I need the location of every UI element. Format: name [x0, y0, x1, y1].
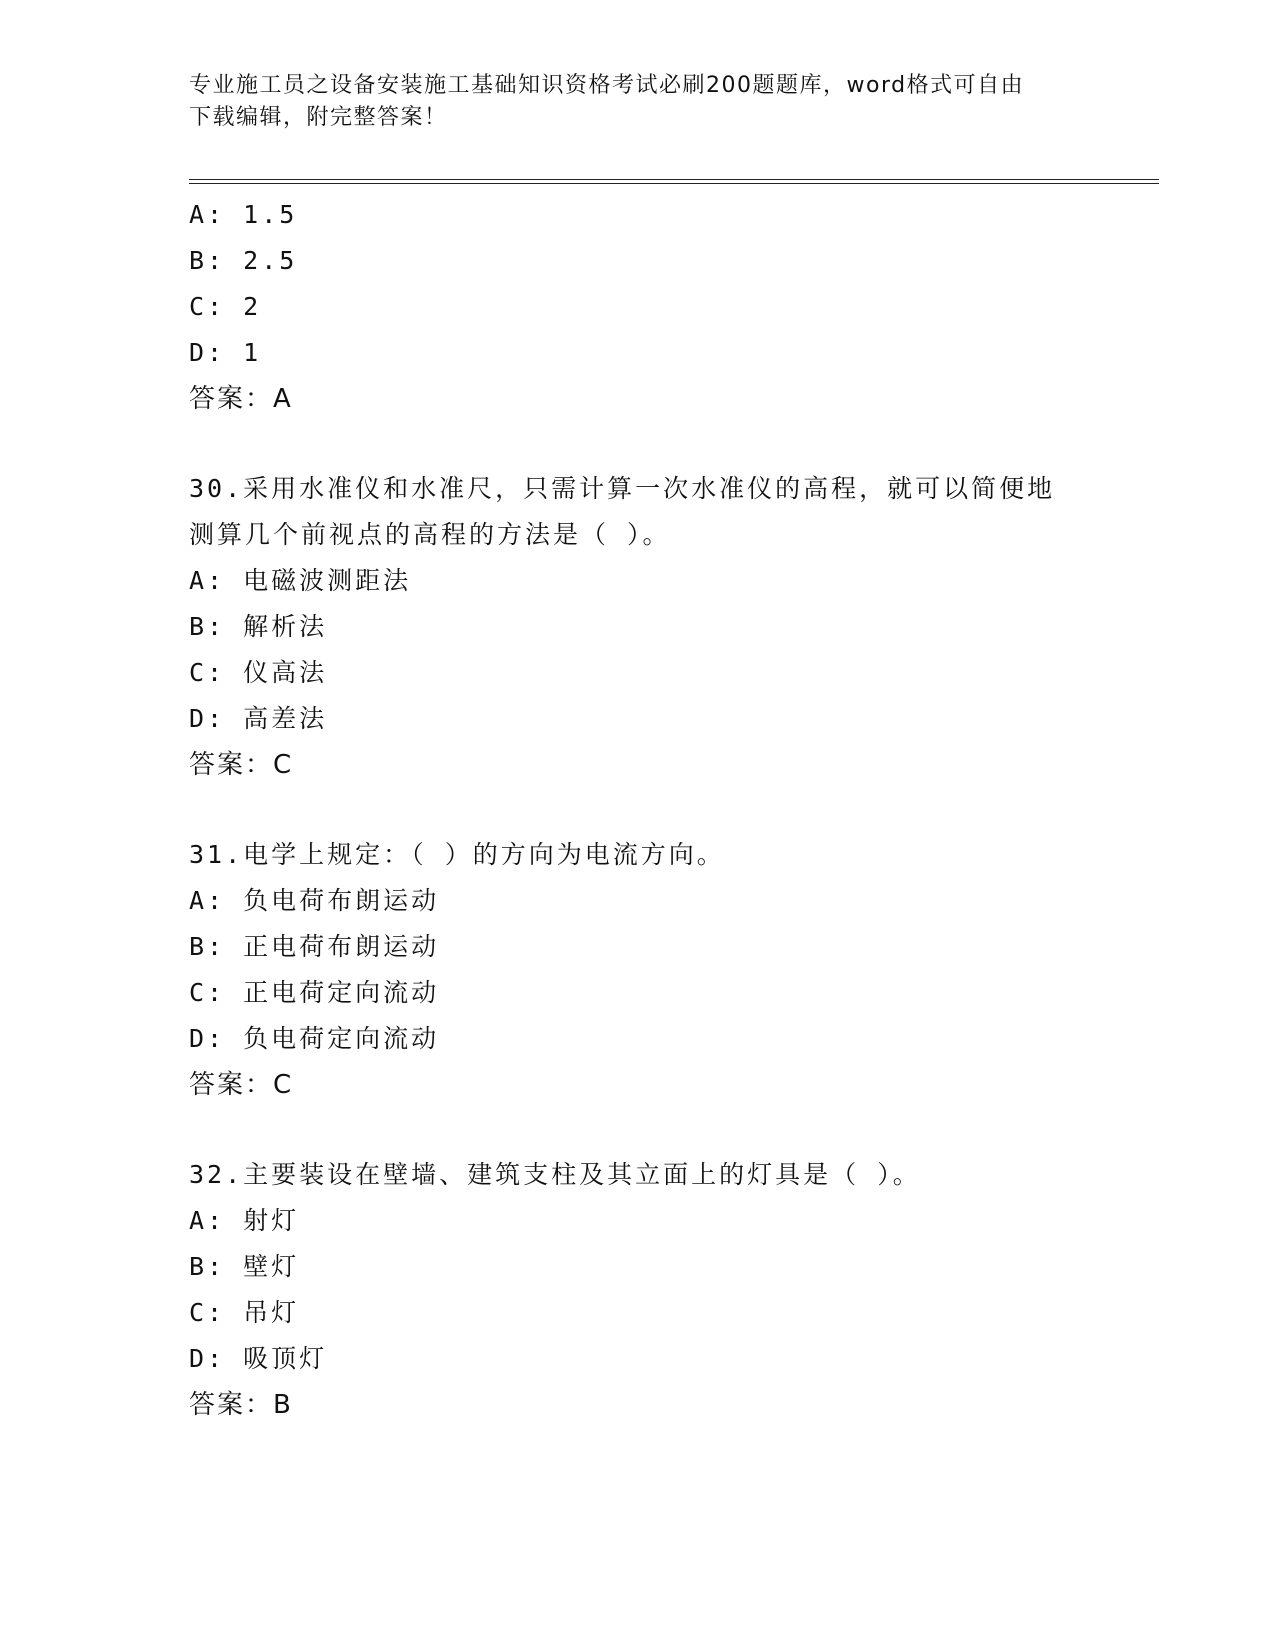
spacer: [189, 1108, 1129, 1152]
option-d: D: 高差法: [189, 704, 328, 733]
option-c: C: 2: [189, 292, 262, 321]
header-divider-top: [189, 179, 1159, 180]
question-stem-line-1: 31.电学上规定：（ ）的方向为电流方向。: [189, 840, 725, 869]
option-d: D: 吸顶灯: [189, 1344, 328, 1373]
question-list: [189, 192, 1129, 1428]
question-stem-line-1: 30.采用水准仪和水准尺，只需计算一次水准仪的高程，就可以简便地: [189, 474, 1056, 503]
answer-line: 答案：A: [189, 384, 293, 414]
option-b: B: 壁灯: [189, 1252, 300, 1281]
option-b: B: 正电荷布朗运动: [189, 932, 440, 961]
spacer: [189, 788, 1129, 832]
option-a: A: 1.5: [189, 200, 298, 229]
document-header: [189, 70, 1089, 134]
option-c: C: 吊灯: [189, 1298, 300, 1327]
question-30: [189, 466, 1129, 788]
option-d: D: 负电荷定向流动: [189, 1024, 440, 1053]
question-stem-line-1: 32.主要装设在壁墙、建筑支柱及其立面上的灯具是（ ）。: [189, 1160, 921, 1189]
option-a: A: 射灯: [189, 1206, 300, 1235]
option-c: C: 仪高法: [189, 658, 328, 687]
option-c: C: 正电荷定向流动: [189, 978, 440, 1007]
option-d: D: 1: [189, 338, 262, 367]
option-a: A: 电磁波测距法: [189, 566, 412, 595]
option-b: B: 2.5: [189, 246, 298, 275]
answer-line: 答案：C: [189, 750, 294, 780]
header-divider-bottom: [189, 183, 1159, 184]
answer-line: 答案：C: [189, 1070, 294, 1100]
question-32: [189, 1152, 1129, 1428]
option-b: B: 解析法: [189, 612, 328, 641]
answer-line: 答案：B: [189, 1390, 293, 1420]
option-a: A: 负电荷布朗运动: [189, 886, 440, 915]
question-stem-line-2: 测算几个前视点的高程的方法是（ ）。: [189, 520, 671, 549]
header-title-line-2: 下载编辑，附完整答案！: [189, 105, 448, 130]
question-31: [189, 832, 1129, 1108]
spacer: [189, 422, 1129, 466]
carryover-question-options: [189, 192, 1129, 422]
header-title-line-1: 专业施工员之设备安装施工基础知识资格考试必刷200题题库，word格式可自由: [189, 73, 1025, 98]
